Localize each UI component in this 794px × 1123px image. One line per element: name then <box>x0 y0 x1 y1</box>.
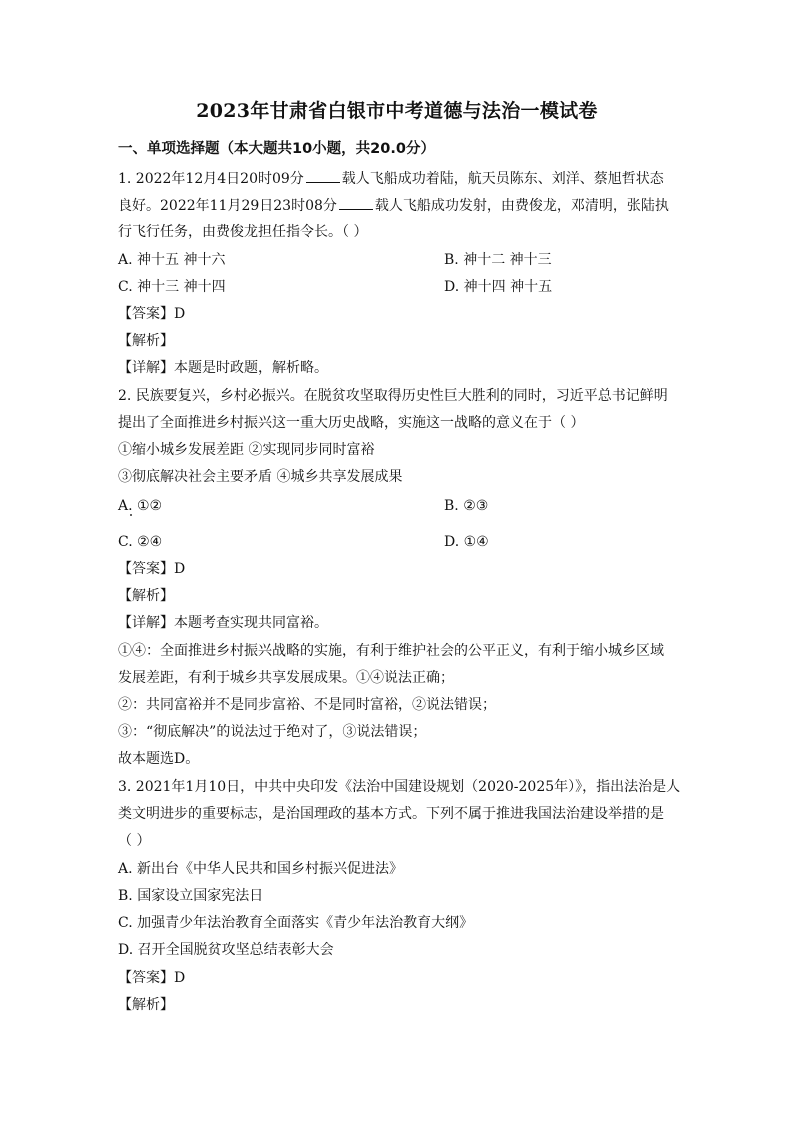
q1-line2-part-a: 良好。2022年11月29日23时08分 <box>118 198 337 214</box>
q1-option-b: B. 神十二 神十三 <box>444 252 552 268</box>
q2-line1: 2. 民族要复兴，乡村必振兴。在脱贫攻坚取得历史性巨大胜利的同时，习近平总书记鲜明 <box>118 388 668 404</box>
q3-line2: 类文明进步的重要标志，是治国理政的基本方式。下列不属于推进我国法治建设举措的是 <box>118 806 664 822</box>
q1-line2-part-b: 载人飞船成功发射，由费俊龙，邓清明，张陆执 <box>374 198 669 214</box>
q3-answer: 【答案】D <box>118 970 186 986</box>
q3-option-b: B. 国家设立国家宪法日 <box>118 888 264 904</box>
fill-blank <box>306 168 340 183</box>
q1-option-d: D. 神十四 神十五 <box>444 279 553 295</box>
q2-option-c: C. ②④ <box>118 534 163 550</box>
q2-option-b: B. ②③ <box>444 498 489 514</box>
page-title: 2023年甘肃省白银市中考道德与法治一模试卷 <box>196 100 598 122</box>
q1-answer: 【答案】D <box>118 306 186 322</box>
stray-dot <box>130 514 132 516</box>
q3-line3: （ ） <box>118 833 151 849</box>
q3-line1: 3. 2021年1月10日，中共中央印发《法治中国建设规划（2020-2025年）》，指出法治是人 <box>118 779 681 795</box>
q2-explanation-2: 发展差距，有利于城乡共享发展成果。①④说法正确； <box>118 670 454 686</box>
q2-explanation-4: ③：“彻底解决”的说法过于绝对了，③说法错误； <box>118 724 427 740</box>
q1-line3: 行飞行任务，由费俊龙担任指令长。（ ） <box>118 224 368 240</box>
q2-analysis: 【解析】 <box>118 588 174 604</box>
q3-analysis: 【解析】 <box>118 997 174 1013</box>
q1-detail: 【详解】本题是时政题，解析略。 <box>118 360 328 376</box>
q2-line4: ③彻底解决社会主要矛盾 ④城乡共享发展成果 <box>118 469 403 485</box>
q3-option-c: C. 加强青少年法治教育全面落实《青少年法治教育大纲》 <box>118 915 474 931</box>
q1-option-a: A. 神十五 神十六 <box>118 252 226 268</box>
q2-explanation-5: 故本题选D。 <box>118 751 200 767</box>
q1-analysis: 【解析】 <box>118 333 174 349</box>
q1-line1 <box>118 168 664 189</box>
q2-line2: 提出了全面推进乡村振兴这一重大历史战略，实施这一战略的意义在于（ ） <box>118 415 585 431</box>
q1-line2 <box>118 195 669 216</box>
q1-line1-part-b: 载人飞船成功着陆，航天员陈东、刘洋、蔡旭哲状态 <box>341 171 664 187</box>
q2-line3: ①缩小城乡发展差距 ②实现同步同时富裕 <box>118 442 375 458</box>
q1-option-c: C. 神十三 神十四 <box>118 279 226 295</box>
q2-answer: 【答案】D <box>118 561 186 577</box>
q2-detail: 【详解】本题考查实现共同富裕。 <box>118 615 328 631</box>
q3-option-d: D. 召开全国脱贫攻坚总结表彰大会 <box>118 942 334 958</box>
q2-option-a: A. ①② <box>118 498 163 514</box>
q2-option-d: D. ①④ <box>444 534 489 550</box>
q1-line1-part-a: 1. 2022年12月4日20时09分 <box>118 171 304 187</box>
q3-option-a: A. 新出台《中华人民共和国乡村振兴促进法》 <box>118 861 404 877</box>
q2-explanation-3: ②：共同富裕并不是同步富裕、不是同时富裕，②说法错误； <box>118 697 496 713</box>
q2-explanation-1: ①④：全面推进乡村振兴战略的实施，有利于维护社会的公平正义，有利于缩小城乡区域 <box>118 643 664 659</box>
section-heading: 一、单项选择题（本大题共10小题，共20.0分） <box>118 141 435 157</box>
fill-blank <box>339 195 373 210</box>
